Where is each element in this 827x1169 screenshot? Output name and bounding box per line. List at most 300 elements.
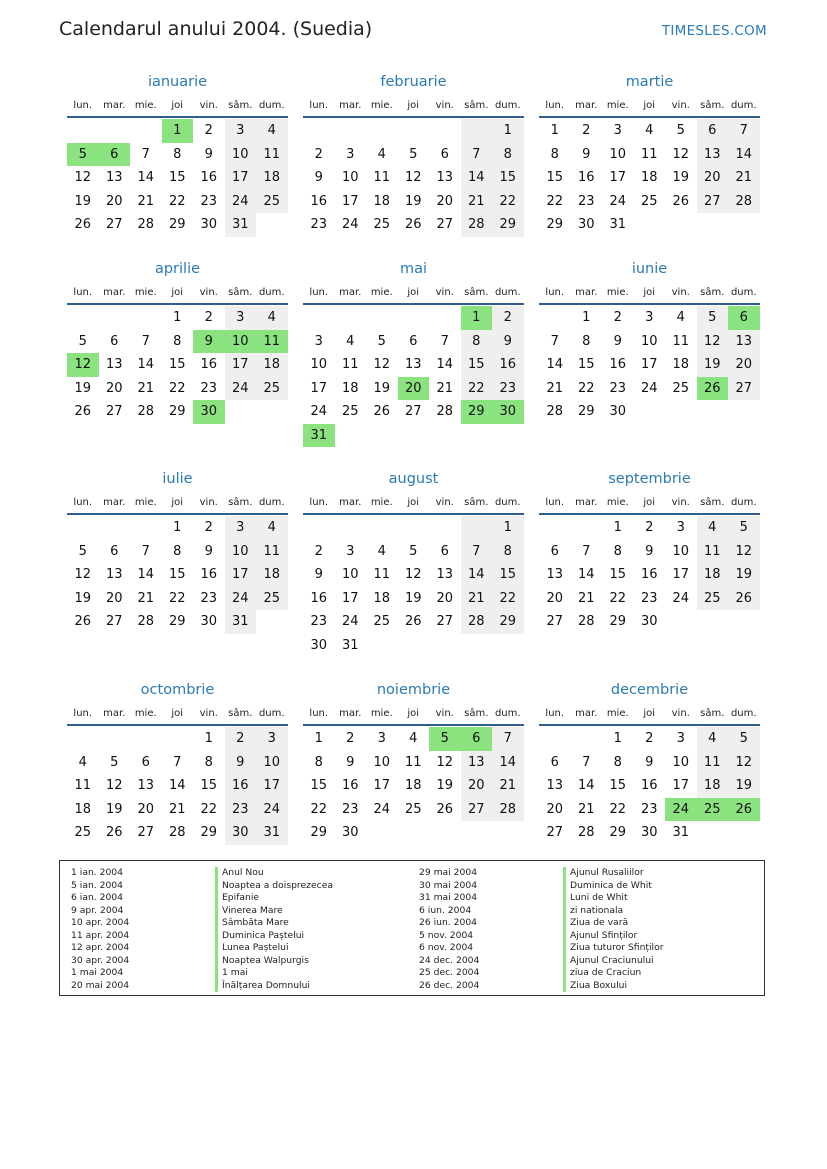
holiday-name: Ajunul Craciunului — [563, 955, 654, 968]
day-cell: 6 — [550, 543, 559, 559]
empty-cell — [539, 727, 571, 751]
empty-cell — [130, 306, 162, 330]
day-cell: 6 — [461, 727, 493, 751]
month-name: iulie — [162, 471, 193, 487]
day-cell: 16 — [225, 774, 257, 798]
day-cell: 2 — [204, 123, 213, 139]
day-cell: 26 — [672, 193, 690, 209]
day-cell: 10 — [225, 143, 257, 167]
day-cell: 3 — [377, 731, 386, 747]
day-cell: 22 — [168, 590, 186, 606]
day-cell: 8 — [550, 146, 559, 162]
day-cell: 24 — [665, 798, 697, 822]
day-cell: 4 — [78, 754, 87, 770]
holiday-name: Înălțarea Domnului — [215, 980, 310, 993]
day-cell: 11 — [341, 357, 359, 373]
day-cell: 26 — [404, 614, 422, 630]
day-cell: 7 — [461, 143, 493, 167]
day-cell: 20 — [105, 590, 123, 606]
holiday-date: 24 dec. 2004 — [419, 954, 480, 966]
holiday-date: 12 apr. 2004 — [71, 942, 130, 953]
day-cell: 19 — [697, 353, 729, 377]
weekday-label: dum. — [258, 286, 285, 298]
day-cell: 27 — [436, 614, 454, 630]
empty-cell — [130, 727, 162, 751]
weekday-header — [67, 491, 288, 515]
weekday-label: lun. — [73, 286, 93, 298]
day-cell: 29 — [492, 213, 524, 237]
day-cell: 26 — [74, 217, 92, 233]
day-cell: 8 — [461, 330, 493, 354]
day-cell: 21 — [577, 801, 595, 817]
day-cell: 25 — [256, 190, 288, 214]
weekday-label: dum. — [730, 286, 757, 298]
holiday-date: 30 mai 2004 — [419, 879, 478, 891]
day-cell: 9 — [204, 543, 213, 559]
day-cell: 19 — [373, 380, 391, 396]
weekday-label: sâm. — [464, 99, 489, 111]
day-cell: 5 — [728, 516, 760, 540]
day-cell: 6 — [110, 333, 119, 349]
day-cell: 7 — [141, 543, 150, 559]
day-cell: 21 — [137, 590, 155, 606]
month-7 — [303, 467, 524, 657]
day-cell: 3 — [676, 731, 685, 747]
day-cell: 21 — [461, 190, 493, 214]
day-cell: 24 — [341, 217, 359, 233]
holiday-date: 31 mai 2004 — [419, 892, 478, 903]
day-cell: 8 — [492, 540, 524, 564]
day-cell: 20 — [436, 193, 454, 209]
holiday-column-left — [71, 867, 411, 992]
day-cell: 7 — [461, 540, 493, 564]
weekday-label: joi — [171, 286, 184, 298]
weekday-label: vin. — [199, 286, 218, 298]
weekday-header — [303, 281, 524, 305]
day-cell: 15 — [546, 170, 564, 186]
day-cell: 23 — [200, 380, 218, 396]
day-cell: 22 — [492, 587, 524, 611]
day-cell: 24 — [225, 377, 257, 401]
day-cell: 9 — [645, 754, 654, 770]
day-cell: 13 — [546, 567, 564, 583]
day-cell: 6 — [440, 146, 449, 162]
day-cell: 3 — [225, 516, 257, 540]
day-cell: 29 — [609, 825, 627, 841]
day-cell: 26 — [404, 217, 422, 233]
holiday-date: 6 iun. 2004 — [419, 904, 472, 916]
empty-cell — [130, 119, 162, 143]
day-cell: 24 — [609, 193, 627, 209]
day-cell: 13 — [728, 330, 760, 354]
day-cell: 26 — [728, 798, 760, 822]
weekday-label: vin. — [199, 99, 218, 111]
day-cell: 16 — [200, 357, 218, 373]
day-cell: 14 — [461, 166, 493, 190]
day-cell: 31 — [609, 217, 627, 233]
day-cell: 2 — [645, 731, 654, 747]
month-name: septembrie — [608, 471, 691, 487]
day-cell: 22 — [609, 801, 627, 817]
day-cell: 4 — [256, 516, 288, 540]
day-cell: 22 — [492, 190, 524, 214]
holiday-row — [419, 867, 759, 880]
day-cell: 12 — [74, 170, 92, 186]
day-cell: 23 — [609, 380, 627, 396]
month-name: aprilie — [154, 261, 201, 277]
day-cell: 23 — [310, 614, 328, 630]
empty-cell — [571, 516, 603, 540]
empty-cell — [539, 306, 571, 330]
holiday-name: Lunea Paștelui — [215, 942, 289, 955]
weekday-label: vin. — [435, 99, 454, 111]
holiday-name: Ziua de vară — [563, 917, 628, 930]
weekday-label: vin. — [199, 496, 218, 508]
weekday-label: lun. — [73, 707, 93, 719]
weekday-label: lun. — [545, 496, 565, 508]
day-cell: 29 — [546, 217, 564, 233]
empty-cell — [335, 306, 367, 330]
day-cell: 18 — [256, 563, 288, 587]
day-cell: 5 — [110, 754, 119, 770]
day-cell: 2 — [225, 727, 257, 751]
weekday-label: mar. — [339, 99, 362, 111]
day-cell: 30 — [492, 400, 524, 424]
day-cell: 13 — [461, 751, 493, 775]
day-cell: 25 — [697, 587, 729, 611]
day-cell: 11 — [256, 143, 288, 167]
holiday-date: 20 mai 2004 — [71, 979, 130, 991]
day-cell: 27 — [546, 614, 564, 630]
day-grid — [303, 306, 524, 447]
day-grid — [67, 727, 288, 845]
weekday-label: mie. — [370, 286, 393, 298]
empty-cell — [539, 516, 571, 540]
day-cell: 3 — [645, 310, 654, 326]
day-cell: 3 — [225, 119, 257, 143]
day-grid — [539, 119, 760, 237]
day-cell: 10 — [256, 751, 288, 775]
day-cell: 29 — [168, 614, 186, 630]
day-cell: 17 — [341, 193, 359, 209]
day-cell: 2 — [204, 520, 213, 536]
weekday-label: lun. — [309, 707, 329, 719]
holiday-row — [419, 955, 759, 968]
empty-cell — [303, 119, 335, 143]
holiday-date: 26 dec. 2004 — [419, 979, 480, 991]
day-cell: 27 — [105, 404, 123, 420]
day-cell: 10 — [341, 567, 359, 583]
weekday-label: sâm. — [700, 707, 725, 719]
holiday-row — [71, 917, 411, 930]
weekday-label: vin. — [435, 286, 454, 298]
day-cell: 19 — [728, 563, 760, 587]
empty-cell — [303, 516, 335, 540]
day-cell: 14 — [436, 357, 454, 373]
day-cell: 8 — [173, 543, 182, 559]
day-cell: 15 — [168, 170, 186, 186]
holiday-name: Anul Nou — [215, 867, 264, 880]
day-grid — [67, 119, 288, 237]
day-cell: 11 — [640, 146, 658, 162]
empty-cell — [67, 727, 99, 751]
day-grid — [539, 516, 760, 634]
day-cell: 28 — [436, 404, 454, 420]
holiday-date: 25 dec. 2004 — [419, 967, 480, 978]
day-cell: 29 — [200, 825, 218, 841]
weekday-label: joi — [171, 496, 184, 508]
day-cell: 1 — [582, 310, 591, 326]
weekday-label: joi — [407, 286, 420, 298]
day-cell: 8 — [314, 754, 323, 770]
day-cell: 30 — [609, 404, 627, 420]
empty-cell — [429, 119, 461, 143]
day-cell: 23 — [640, 801, 658, 817]
month-name: iunie — [631, 261, 668, 277]
holiday-row — [419, 892, 759, 905]
day-cell: 12 — [404, 567, 422, 583]
day-cell: 31 — [303, 424, 335, 448]
weekday-header — [67, 281, 288, 305]
day-cell: 12 — [373, 357, 391, 373]
day-cell: 19 — [74, 380, 92, 396]
holiday-row — [419, 905, 759, 918]
weekday-label: joi — [643, 707, 656, 719]
weekday-label: dum. — [494, 286, 521, 298]
day-cell: 11 — [697, 540, 729, 564]
day-cell: 11 — [404, 754, 422, 770]
day-cell: 21 — [137, 193, 155, 209]
holiday-date: 1 mai 2004 — [71, 967, 124, 978]
empty-cell — [461, 516, 493, 540]
day-cell: 2 — [613, 310, 622, 326]
day-cell: 10 — [672, 543, 690, 559]
day-cell: 5 — [697, 306, 729, 330]
weekday-label: sâm. — [228, 496, 253, 508]
weekday-label: sâm. — [700, 496, 725, 508]
day-cell: 1 — [314, 731, 323, 747]
day-cell: 15 — [492, 563, 524, 587]
day-cell: 23 — [640, 590, 658, 606]
day-cell: 28 — [728, 190, 760, 214]
day-cell: 19 — [74, 193, 92, 209]
day-cell: 19 — [404, 590, 422, 606]
holiday-row — [419, 917, 759, 930]
day-grid — [303, 727, 524, 845]
day-cell: 30 — [200, 614, 218, 630]
day-cell: 15 — [461, 353, 493, 377]
day-cell: 27 — [728, 377, 760, 401]
page-title: Calendarul anului 2004. (Suedia) — [59, 18, 373, 40]
month-1 — [303, 70, 524, 237]
holiday-name: ziua de Craciun — [563, 967, 641, 980]
weekday-label: vin. — [199, 707, 218, 719]
holiday-name: Ziua tuturor Sfinților — [563, 942, 664, 955]
day-cell: 25 — [256, 587, 288, 611]
day-grid — [303, 516, 524, 657]
day-cell: 21 — [492, 774, 524, 798]
day-cell: 28 — [461, 610, 493, 634]
weekday-label: lun. — [545, 707, 565, 719]
day-cell: 31 — [341, 637, 359, 653]
weekday-label: sâm. — [228, 286, 253, 298]
holiday-name: Duminica Paștelui — [215, 930, 304, 943]
day-cell: 14 — [137, 170, 155, 186]
empty-cell — [429, 306, 461, 330]
holiday-date: 6 ian. 2004 — [71, 892, 123, 903]
weekday-label: dum. — [494, 496, 521, 508]
day-cell: 17 — [640, 357, 658, 373]
holiday-name: Noaptea a doisprezecea — [215, 880, 333, 893]
day-cell: 27 — [404, 404, 422, 420]
day-cell: 25 — [256, 377, 288, 401]
day-cell: 14 — [492, 751, 524, 775]
day-cell: 5 — [676, 123, 685, 139]
day-cell: 8 — [173, 333, 182, 349]
day-cell: 29 — [577, 404, 595, 420]
empty-cell — [398, 119, 430, 143]
month-5 — [539, 257, 760, 424]
day-cell: 7 — [582, 754, 591, 770]
day-cell: 2 — [346, 731, 355, 747]
month-9 — [67, 678, 288, 845]
empty-cell — [99, 727, 131, 751]
day-cell: 19 — [672, 170, 690, 186]
day-cell: 23 — [577, 193, 595, 209]
day-cell: 12 — [74, 567, 92, 583]
day-cell: 12 — [404, 170, 422, 186]
day-cell: 15 — [492, 166, 524, 190]
day-cell: 17 — [225, 166, 257, 190]
day-cell: 24 — [225, 587, 257, 611]
weekday-label: mie. — [370, 496, 393, 508]
day-cell: 1 — [613, 731, 622, 747]
day-cell: 15 — [200, 778, 218, 794]
day-cell: 4 — [676, 310, 685, 326]
empty-cell — [67, 119, 99, 143]
day-cell: 1 — [550, 123, 559, 139]
day-cell: 17 — [672, 567, 690, 583]
weekday-label: joi — [407, 496, 420, 508]
day-cell: 15 — [577, 357, 595, 373]
day-cell: 1 — [492, 119, 524, 143]
weekday-label: mie. — [134, 286, 157, 298]
day-cell: 16 — [577, 170, 595, 186]
day-cell: 5 — [728, 727, 760, 751]
weekday-label: dum. — [494, 707, 521, 719]
day-cell: 16 — [492, 353, 524, 377]
weekday-label: mar. — [339, 707, 362, 719]
empty-cell — [571, 727, 603, 751]
day-cell: 29 — [310, 825, 328, 841]
weekday-header — [539, 281, 760, 305]
day-cell: 19 — [404, 193, 422, 209]
holiday-name: zi nationala — [563, 905, 623, 918]
day-cell: 10 — [672, 754, 690, 770]
month-name: noiembrie — [376, 682, 451, 698]
day-cell: 11 — [373, 170, 391, 186]
weekday-header — [303, 491, 524, 515]
day-cell: 24 — [225, 190, 257, 214]
day-cell: 8 — [492, 143, 524, 167]
day-cell: 20 — [728, 353, 760, 377]
day-cell: 27 — [461, 798, 493, 822]
month-name: ianuarie — [147, 74, 208, 90]
day-cell: 17 — [373, 778, 391, 794]
day-cell: 11 — [672, 333, 690, 349]
day-cell: 22 — [546, 193, 564, 209]
day-cell: 10 — [373, 754, 391, 770]
month-name: mai — [399, 261, 428, 277]
weekday-label: sâm. — [464, 707, 489, 719]
day-cell: 24 — [310, 404, 328, 420]
day-cell: 25 — [697, 798, 729, 822]
weekday-label: lun. — [545, 99, 565, 111]
weekday-label: mar. — [575, 707, 598, 719]
day-cell: 30 — [577, 217, 595, 233]
day-cell: 14 — [577, 778, 595, 794]
weekday-label: mie. — [606, 707, 629, 719]
holiday-list — [59, 860, 765, 996]
holiday-row — [71, 967, 411, 980]
empty-cell — [335, 119, 367, 143]
weekday-label: mie. — [606, 496, 629, 508]
day-cell: 2 — [645, 520, 654, 536]
day-cell: 27 — [697, 190, 729, 214]
brand-link[interactable]: TIMESLES.COM — [661, 23, 767, 39]
day-cell: 25 — [74, 825, 92, 841]
weekday-label: joi — [643, 286, 656, 298]
day-cell: 28 — [137, 614, 155, 630]
day-cell: 20 — [546, 590, 564, 606]
day-cell: 14 — [137, 567, 155, 583]
day-cell: 22 — [168, 193, 186, 209]
weekday-label: mar. — [575, 496, 598, 508]
day-cell: 19 — [74, 590, 92, 606]
day-cell: 26 — [436, 801, 454, 817]
day-cell: 3 — [346, 146, 355, 162]
day-cell: 5 — [78, 543, 87, 559]
day-cell: 24 — [341, 614, 359, 630]
empty-cell — [461, 119, 493, 143]
day-cell: 14 — [461, 563, 493, 587]
empty-cell — [67, 516, 99, 540]
day-cell: 4 — [697, 516, 729, 540]
day-cell: 28 — [577, 614, 595, 630]
empty-cell — [366, 119, 398, 143]
day-cell: 10 — [310, 357, 328, 373]
empty-cell — [398, 516, 430, 540]
empty-cell — [99, 306, 131, 330]
holiday-name: Sâmbăta Mare — [215, 917, 289, 930]
day-cell: 9 — [492, 330, 524, 354]
empty-cell — [366, 516, 398, 540]
day-cell: 24 — [640, 380, 658, 396]
weekday-label: joi — [407, 707, 420, 719]
day-cell: 15 — [609, 778, 627, 794]
day-cell: 11 — [74, 778, 92, 794]
day-cell: 9 — [193, 330, 225, 354]
day-cell: 8 — [173, 146, 182, 162]
day-cell: 7 — [141, 146, 150, 162]
day-cell: 25 — [672, 380, 690, 396]
holiday-date: 10 apr. 2004 — [71, 917, 130, 928]
day-cell: 31 — [225, 213, 257, 237]
day-cell: 24 — [373, 801, 391, 817]
day-cell: 20 — [398, 377, 430, 401]
day-cell: 31 — [672, 825, 690, 841]
day-cell: 28 — [168, 825, 186, 841]
